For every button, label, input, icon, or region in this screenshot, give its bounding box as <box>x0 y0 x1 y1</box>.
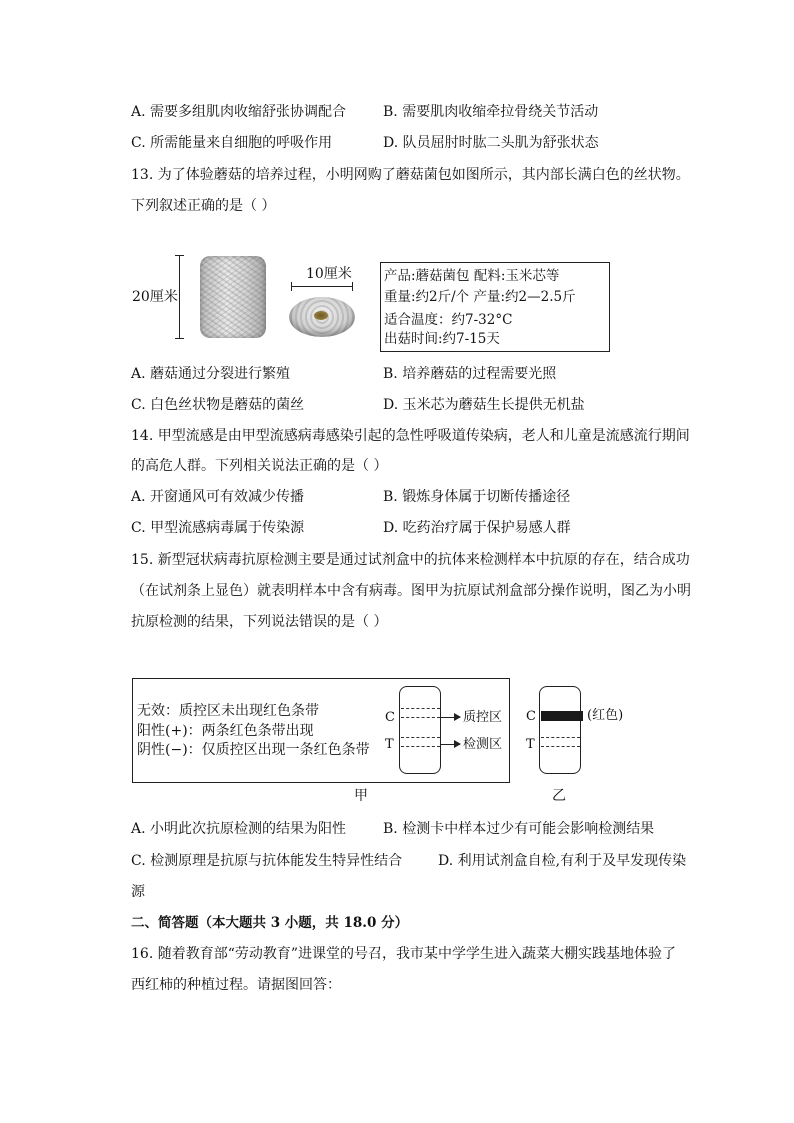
info-row-2: 重量:约2斤/个 产量:约2—2.5斤 <box>384 289 576 305</box>
instruction-negative: 阴性(−)：仅质控区出现一条红色条带 <box>137 742 370 758</box>
q14-stem-line1: 14. 甲型流感是由甲型流感病毒感染引起的急性呼吸道传染病，老人和儿童是流感流行期间 <box>131 428 690 444</box>
red-label: (红色) <box>587 708 624 723</box>
q12-option-c: C. 所需能量来自细胞的呼吸作用 <box>131 135 333 151</box>
c-label-yi: C <box>526 709 536 724</box>
test-strip-jia <box>399 686 441 774</box>
q12-option-d: D. 队员屈肘时肱二头肌为舒张状态 <box>383 135 599 151</box>
instruction-invalid: 无效：质控区未出现红色条带 <box>137 703 319 719</box>
q15-option-b: B. 检测卡中样本过少有可能会影响检测结果 <box>383 821 655 837</box>
c-label-jia: C <box>385 710 395 725</box>
q13-option-a: A. 蘑菇通过分裂进行繁殖 <box>131 366 291 382</box>
info-row-1: 产品:蘑菇菌包 配料:玉米芯等 <box>384 268 560 284</box>
q14-option-a: A. 开窗通风可有效减少传播 <box>131 489 305 505</box>
q13-option-b: B. 培养蘑菇的过程需要光照 <box>383 366 557 382</box>
t-label-yi: T <box>526 737 535 752</box>
dash-line <box>401 717 440 718</box>
info-row-4: 出菇时间:约7-15天 <box>384 331 500 347</box>
height-ruler <box>179 255 180 339</box>
q13-option-d: D. 玉米芯为蘑菇生长提供无机盐 <box>383 397 585 413</box>
q15-stem-line2: （在试剂条上显色）就表明样本中含有病毒。图甲为抗原试剂盒部分操作说明，图乙为小明 <box>131 583 691 599</box>
q15-option-d: D. 利用试剂盒自检,有利于及早发现传染 <box>438 853 687 869</box>
label-jia: 甲 <box>354 788 368 804</box>
dash-line <box>401 746 440 747</box>
q12-option-a: A. 需要多组肌肉收缩舒张协调配合 <box>131 104 347 120</box>
q15-option-d-continued: 源 <box>131 884 145 900</box>
q13-stem-line2: 下列叙述正确的是（ ） <box>131 198 276 214</box>
q15-stem-line3: 抗原检测的结果，下列说法错误的是（ ） <box>131 614 388 630</box>
label-yi: 乙 <box>552 788 566 804</box>
q16-stem-line2: 西红柿的种植过程。请据图回答： <box>131 977 341 993</box>
center-hole <box>314 311 328 320</box>
arrow-icon <box>440 717 460 718</box>
t-label-jia: T <box>385 737 394 752</box>
q13-stem-line1: 13. 为了体验蘑菇的培养过程，小明网购了蘑菇菌包如图所示，其内部长满白色的丝状物。 <box>131 167 690 183</box>
q15-option-a: A. 小明此次抗原检测的结果为阳性 <box>131 821 347 837</box>
q14-option-b: B. 锻炼身体属于切断传播途径 <box>383 489 571 505</box>
arrow-icon <box>440 744 460 745</box>
test-zone-label: 检测区 <box>463 737 503 752</box>
width-ruler <box>291 286 353 287</box>
dash-line <box>541 737 580 738</box>
control-zone-label: 质控区 <box>463 710 503 725</box>
width-label: 10厘米 <box>306 266 352 282</box>
info-row-3: 适合温度：约7-32°C <box>384 312 513 328</box>
dash-line <box>401 708 440 709</box>
control-band-red <box>541 711 583 721</box>
mushroom-bag-image <box>200 256 266 338</box>
q15-stem-line1: 15. 新型冠状病毒抗原检测主要是通过试剂盒中的抗体来检测样本中抗原的存在，结合成功 <box>131 552 690 568</box>
q13-option-c: C. 白色丝状物是蘑菇的菌丝 <box>131 397 305 413</box>
height-label: 20厘米 <box>132 289 178 305</box>
test-strip-yi <box>539 686 581 774</box>
dash-line <box>541 746 580 747</box>
instruction-positive: 阳性(+)：两条红色条带出现 <box>137 723 314 739</box>
q14-stem-line2: 的高危人群。下列相关说法正确的是（ ） <box>131 458 388 474</box>
q16-stem-line1: 16. 随着教育部“劳动教育”进课堂的号召，我市某中学学生进入蔬菜大棚实践基地体验了 <box>131 946 677 962</box>
q14-option-c: C. 甲型流感病毒属于传染源 <box>131 520 305 536</box>
q14-option-d: D. 吃药治疗属于保护易感人群 <box>383 520 571 536</box>
q12-option-b: B. 需要肌肉收缩牵拉骨绕关节活动 <box>383 104 599 120</box>
dash-line <box>401 737 440 738</box>
section-title: 二、简答题（本大题共 3 小题，共 18.0 分） <box>131 915 409 931</box>
q15-option-c: C. 检测原理是抗原与抗体能发生特异性结合 <box>131 853 403 869</box>
